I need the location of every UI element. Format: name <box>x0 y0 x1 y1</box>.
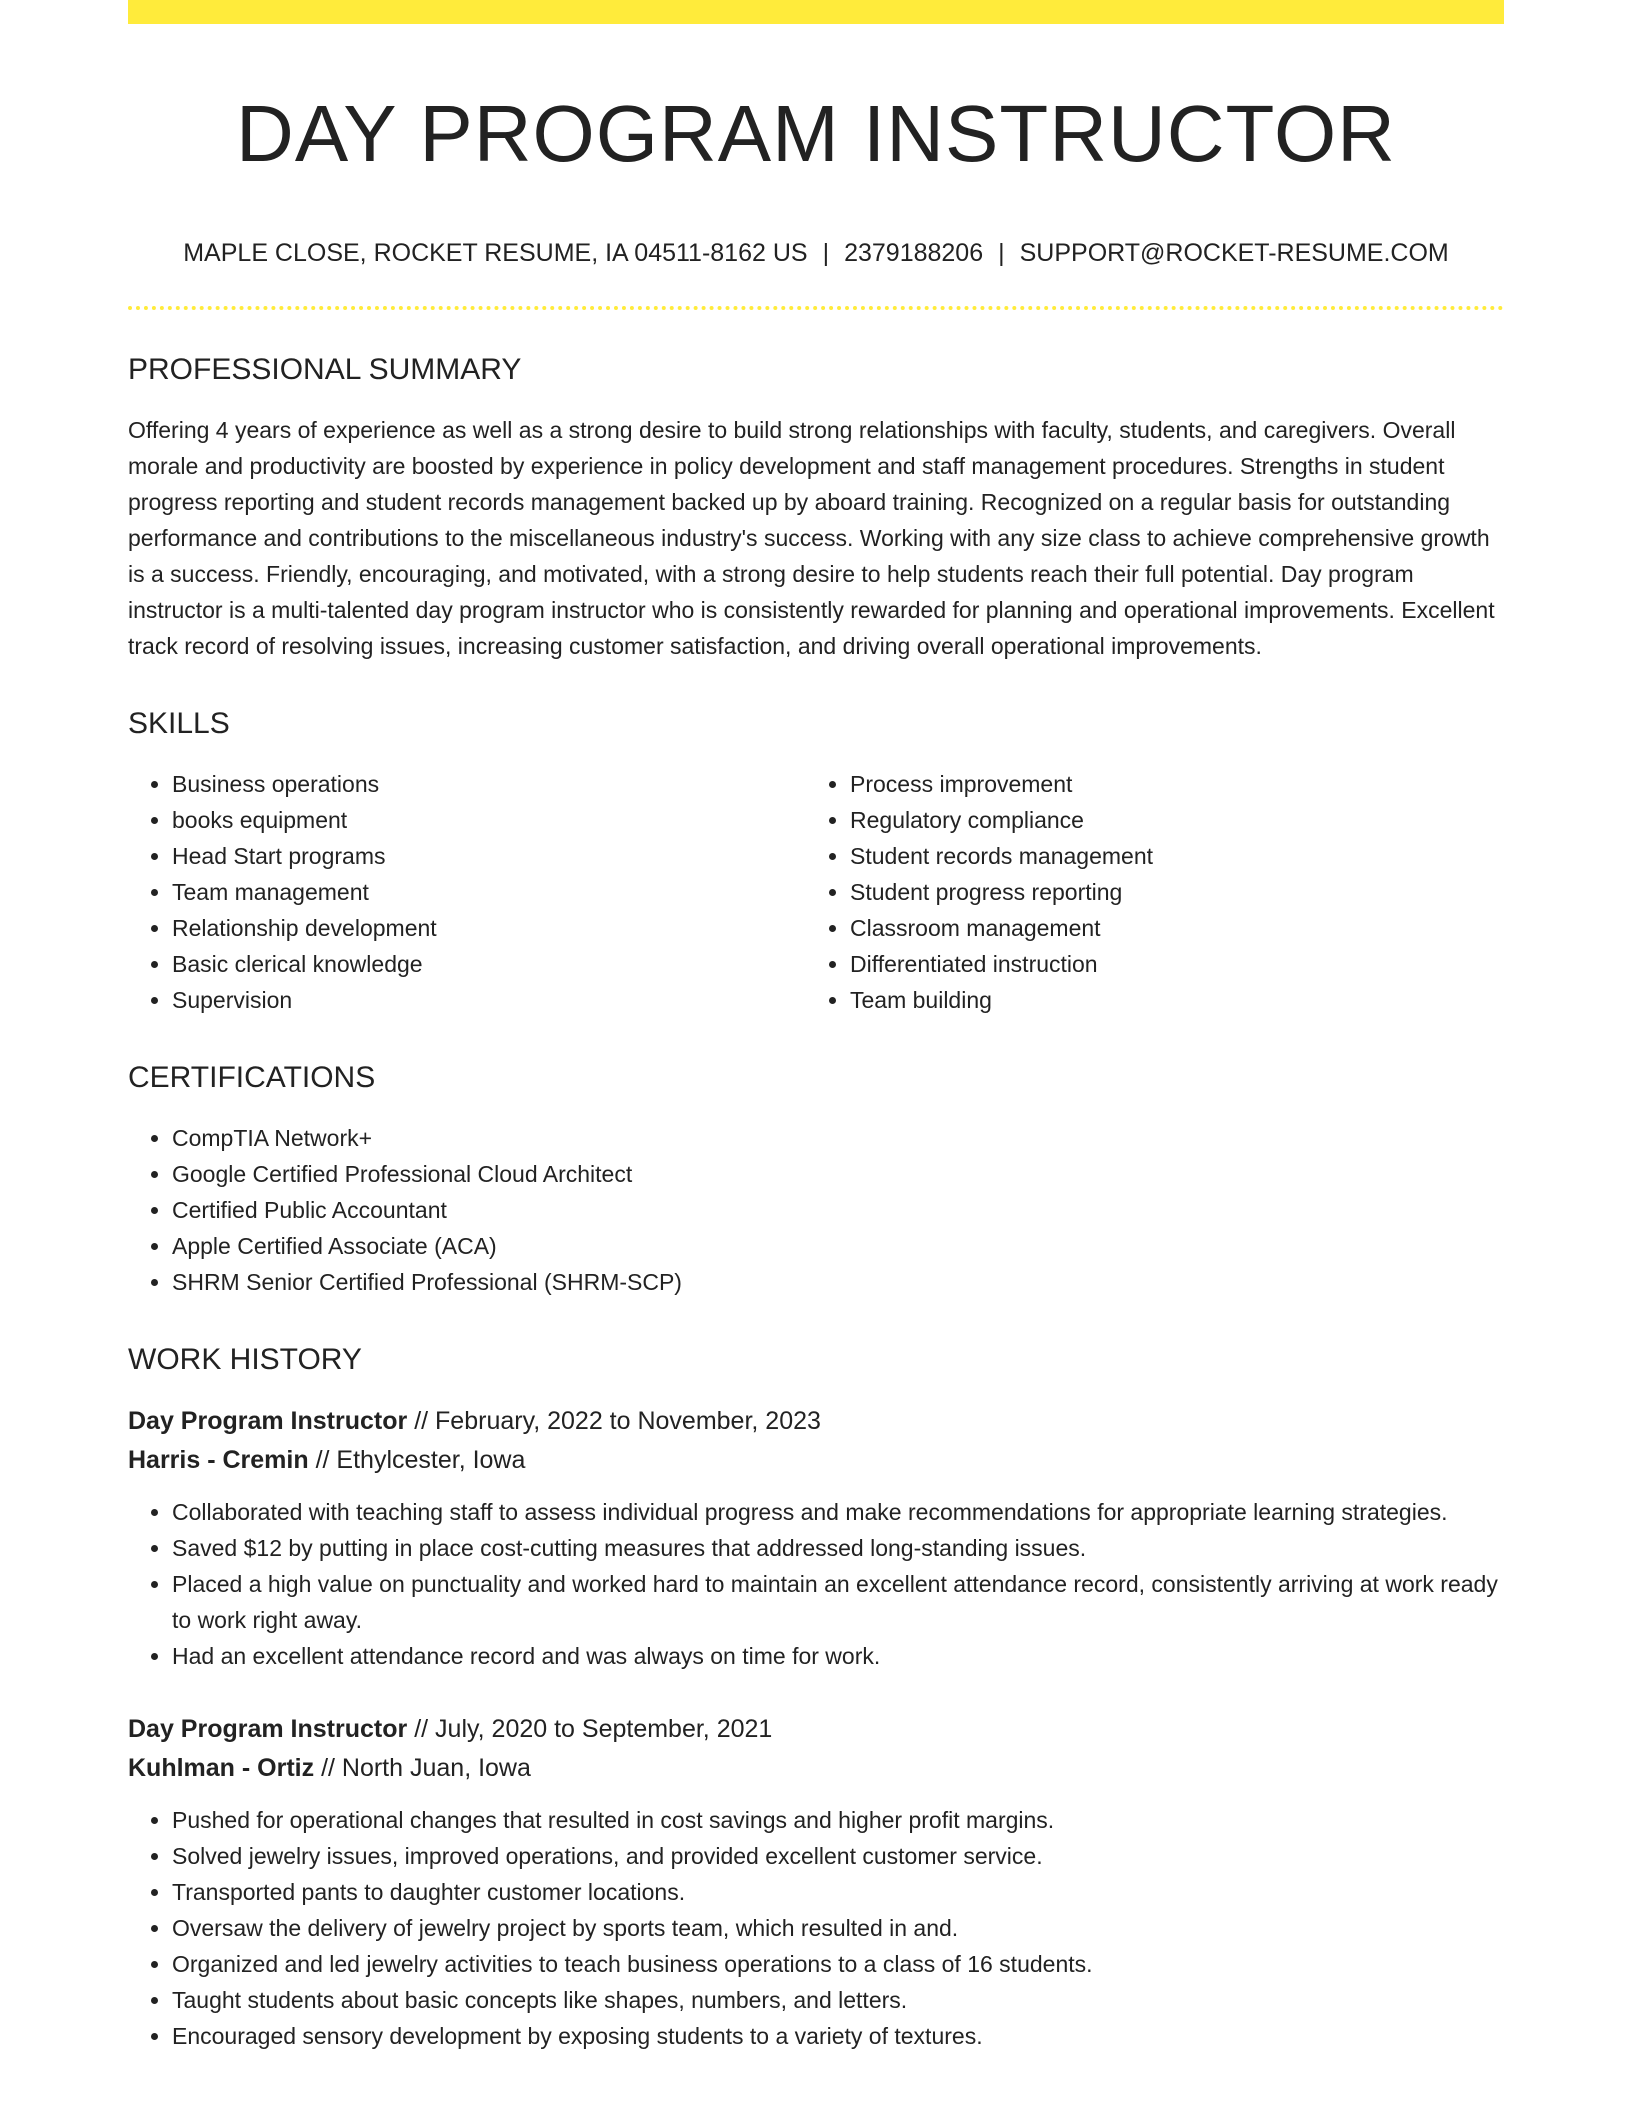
list-item: • Business operations <box>172 766 806 802</box>
list-item: • Relationship development <box>172 910 806 946</box>
list-item: • Student records management <box>850 838 1484 874</box>
list-item: • Collaborated with teaching staff to assess individual progress and make recommendations for appropriate learning strategies. <box>172 1494 1504 1530</box>
job-company: Kuhlman - Ortiz <box>128 1754 315 1782</box>
job-dates: // July, 2020 to September, 2021 <box>414 1715 773 1743</box>
list-item: • Classroom management <box>850 910 1484 946</box>
work-history-heading: WORK HISTORY <box>128 1343 362 1376</box>
dotted-divider <box>128 306 1504 310</box>
list-item: • Had an excellent attendance record and was always on time for work. <box>172 1638 1504 1674</box>
skills-heading: SKILLS <box>128 707 230 740</box>
list-item: • Solved jewelry issues, improved operations, and provided excellent customer service. <box>172 1838 1504 1874</box>
job-location: // North Juan, Iowa <box>321 1754 531 1782</box>
contact-line <box>128 236 1504 270</box>
contact-separator: | <box>998 239 1005 267</box>
certifications-list <box>128 1120 1504 1300</box>
job-entry <box>128 1402 1504 1674</box>
list-item: • Regulatory compliance <box>850 802 1484 838</box>
resume-page <box>128 0 1504 2054</box>
job-company-line <box>128 1441 1504 1480</box>
list-item: • books equipment <box>172 802 806 838</box>
list-item: • Oversaw the delivery of jewelry project by sports team, which resulted in and. <box>172 1910 1504 1946</box>
list-item: • Google Certified Professional Cloud Architect <box>172 1156 1504 1192</box>
contact-phone: 2379188206 <box>844 239 984 267</box>
list-item: • Head Start programs <box>172 838 806 874</box>
skills-list-right <box>806 766 1484 1018</box>
contact-separator: | <box>822 239 830 267</box>
list-item: • Supervision <box>172 982 806 1018</box>
job-entry <box>128 1710 1504 2054</box>
accent-top-bar <box>128 0 1504 24</box>
summary-text: Offering 4 years of experience as well as a strong desire to build strong relationships with faculty, students, and caregivers. Overall morale and productivity are boosted by experience in policy development and staff management procedures. Strengths in student progress reporting and student records management backed up by aboard training. Recognized on a regular basis for outstanding performance and contributions to the miscellaneous industry's success. Working with any size class to achieve comprehensive growth is a success. Friendly, encouraging, and motivated, with a strong desire to help students reach their full potential. Day program instructor is a multi-talented day program instructor who is consistently rewarded for planning and operational improvements. Excellent track record of resolving issues, increasing customer satisfaction, and driving overall operational improvements. <box>128 417 1495 659</box>
list-item: • Differentiated instruction <box>850 946 1484 982</box>
skills-grid <box>128 766 1504 1018</box>
contact-email: SUPPORT@ROCKET-RESUME.COM <box>1019 239 1449 267</box>
job-role: Day Program Instructor <box>128 1715 408 1743</box>
candidate-title: DAY PROGRAM INSTRUCTOR <box>236 89 1396 178</box>
job-dates: // February, 2022 to November, 2023 <box>414 1407 821 1435</box>
summary-heading: PROFESSIONAL SUMMARY <box>128 353 522 386</box>
list-item: • Apple Certified Associate (ACA) <box>172 1228 1504 1264</box>
job-bullets <box>128 1494 1504 1674</box>
job-role: Day Program Instructor <box>128 1407 408 1435</box>
job-company: Harris - Cremin <box>128 1446 309 1474</box>
list-item: • Process improvement <box>850 766 1484 802</box>
job-role-line <box>128 1710 1504 1749</box>
list-item: • Pushed for operational changes that resulted in cost savings and higher profit margins. <box>172 1802 1504 1838</box>
list-item: • Placed a high value on punctuality and worked hard to maintain an excellent attendance record, consistently arriving at work ready to work right away. <box>172 1566 1504 1638</box>
list-item: • Taught students about basic concepts like shapes, numbers, and letters. <box>172 1982 1504 2018</box>
list-item: • Team management <box>172 874 806 910</box>
list-item: • Organized and led jewelry activities to teach business operations to a class of 16 students. <box>172 1946 1504 1982</box>
list-item: • Basic clerical knowledge <box>172 946 806 982</box>
certifications-heading: CERTIFICATIONS <box>128 1061 376 1094</box>
job-role-line <box>128 1402 1504 1441</box>
contact-address: MAPLE CLOSE, ROCKET RESUME, IA 04511-8162 US <box>183 239 808 267</box>
job-bullets <box>128 1802 1504 2054</box>
job-company-line <box>128 1749 1504 1788</box>
list-item: • Saved $12 by putting in place cost-cutting measures that addressed long-standing issues. <box>172 1530 1504 1566</box>
list-item: • Certified Public Accountant <box>172 1192 1504 1228</box>
job-location: // Ethylcester, Iowa <box>315 1446 526 1474</box>
list-item: • Student progress reporting <box>850 874 1484 910</box>
list-item: • SHRM Senior Certified Professional (SHRM-SCP) <box>172 1264 1504 1300</box>
list-item: • Transported pants to daughter customer locations. <box>172 1874 1504 1910</box>
list-item: • Encouraged sensory development by exposing students to a variety of textures. <box>172 2018 1504 2054</box>
skills-list-left <box>128 766 806 1018</box>
list-item: • Team building <box>850 982 1484 1018</box>
list-item: • CompTIA Network+ <box>172 1120 1504 1156</box>
